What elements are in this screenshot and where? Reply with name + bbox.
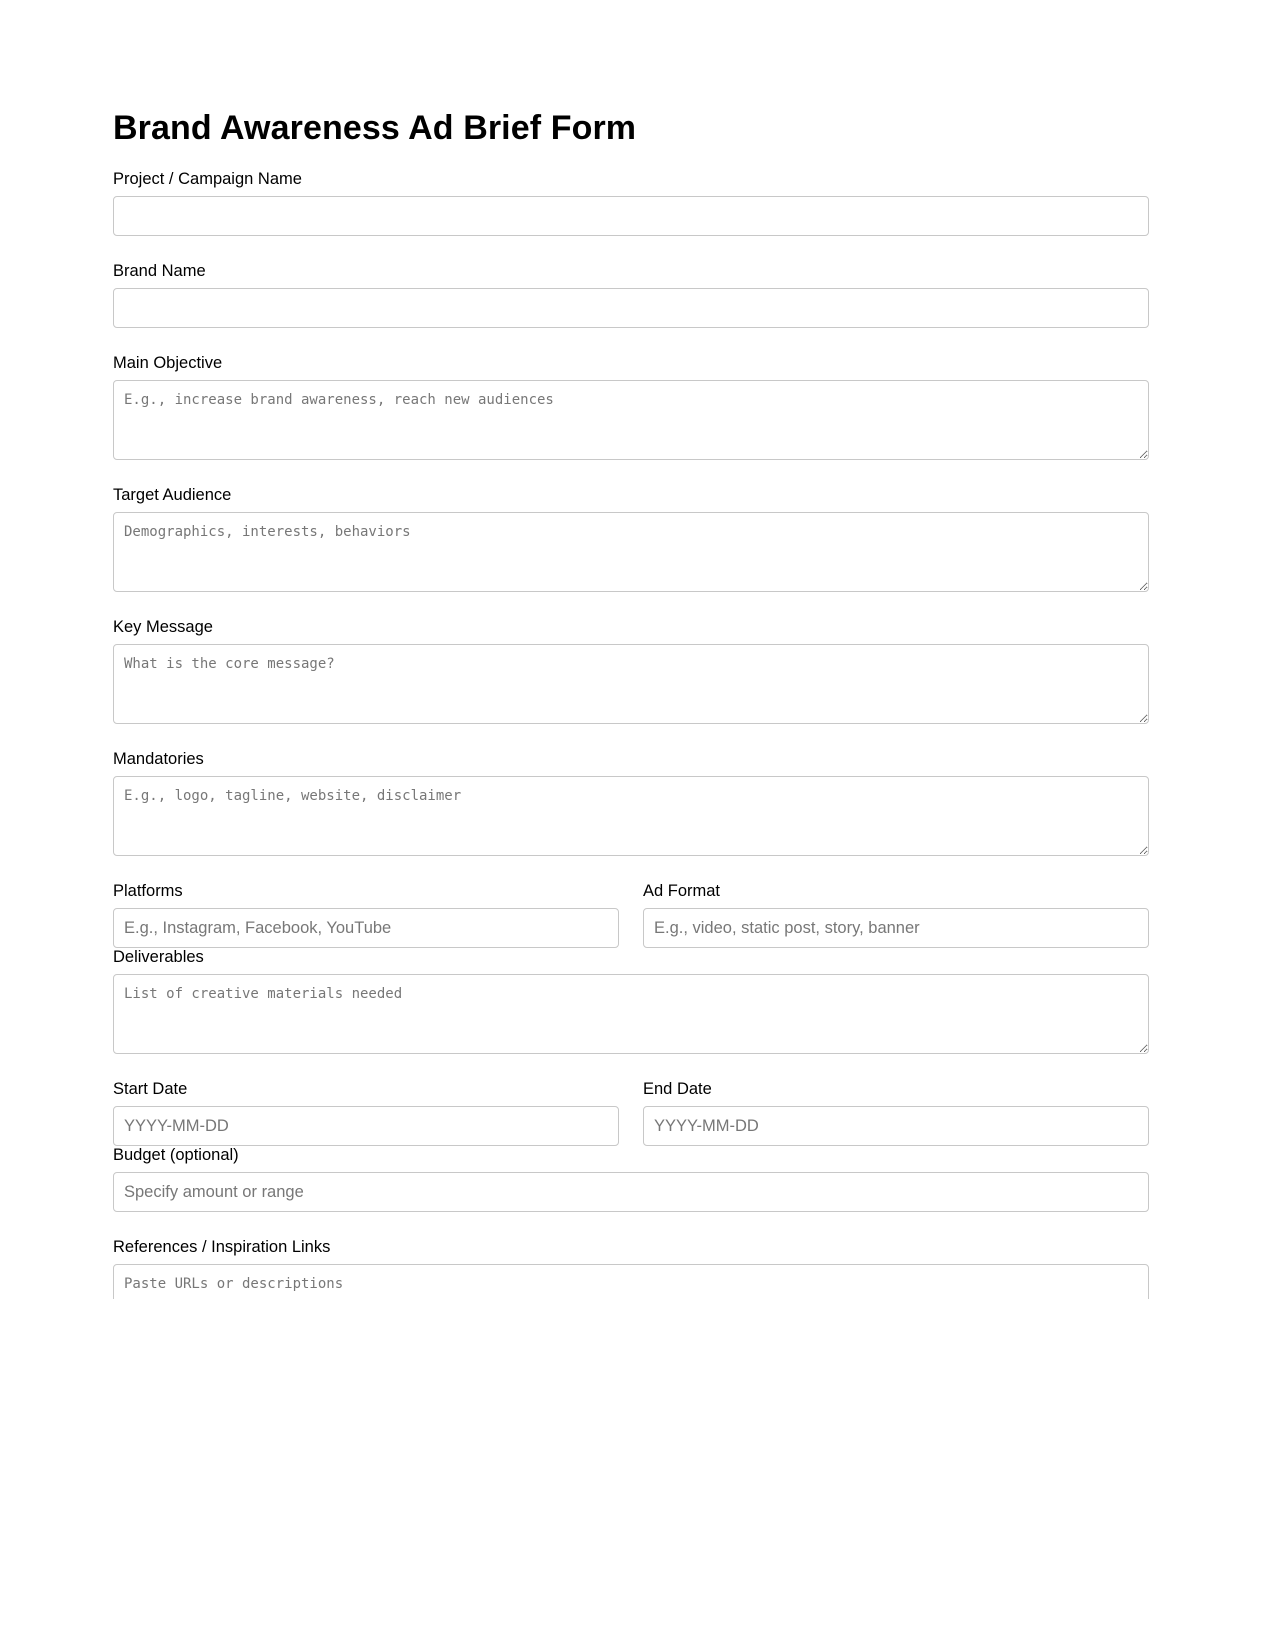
- main-objective-label: Main Objective: [113, 354, 223, 372]
- mandatories-label: Mandatories: [113, 750, 204, 768]
- end-date-label: End Date: [643, 1080, 712, 1098]
- field-deliverables: [113, 948, 1149, 1054]
- project-name-input[interactable]: [113, 196, 1149, 236]
- references-textarea[interactable]: [113, 1264, 1149, 1299]
- start-date-label: Start Date: [113, 1080, 188, 1098]
- field-project-name: [113, 170, 1149, 236]
- platforms-format-row: [113, 882, 1149, 948]
- field-budget: [113, 1146, 1149, 1212]
- key-message-textarea[interactable]: [113, 644, 1149, 724]
- target-audience-textarea[interactable]: [113, 512, 1149, 592]
- budget-label: Budget (optional): [113, 1146, 239, 1164]
- ad-format-input[interactable]: [643, 908, 1149, 948]
- ad-format-label: Ad Format: [643, 882, 721, 900]
- field-key-message: [113, 618, 1149, 724]
- field-start-date: [113, 1080, 619, 1146]
- main-objective-textarea[interactable]: [113, 380, 1149, 460]
- target-audience-label: Target Audience: [113, 486, 232, 504]
- platforms-input[interactable]: [113, 908, 619, 948]
- field-target-audience: [113, 486, 1149, 592]
- field-ad-format: [643, 882, 1149, 948]
- field-platforms: [113, 882, 619, 948]
- field-main-objective: [113, 354, 1149, 460]
- key-message-label: Key Message: [113, 618, 213, 636]
- page-title: Brand Awareness Ad Brief Form: [113, 109, 637, 147]
- project-name-label: Project / Campaign Name: [113, 170, 302, 188]
- start-date-input[interactable]: [113, 1106, 619, 1146]
- brand-name-input[interactable]: [113, 288, 1149, 328]
- budget-input[interactable]: [113, 1172, 1149, 1212]
- field-brand-name: [113, 262, 1149, 328]
- field-end-date: [643, 1080, 1149, 1146]
- references-label: References / Inspiration Links: [113, 1238, 331, 1256]
- deliverables-label: Deliverables: [113, 948, 204, 966]
- deliverables-textarea[interactable]: [113, 974, 1149, 1054]
- field-references: [113, 1238, 1149, 1299]
- dates-row: [113, 1080, 1149, 1146]
- mandatories-textarea[interactable]: [113, 776, 1149, 856]
- end-date-input[interactable]: [643, 1106, 1149, 1146]
- field-mandatories: [113, 750, 1149, 856]
- platforms-label: Platforms: [113, 882, 183, 900]
- ad-brief-form: [113, 108, 1149, 1299]
- brand-name-label: Brand Name: [113, 262, 206, 280]
